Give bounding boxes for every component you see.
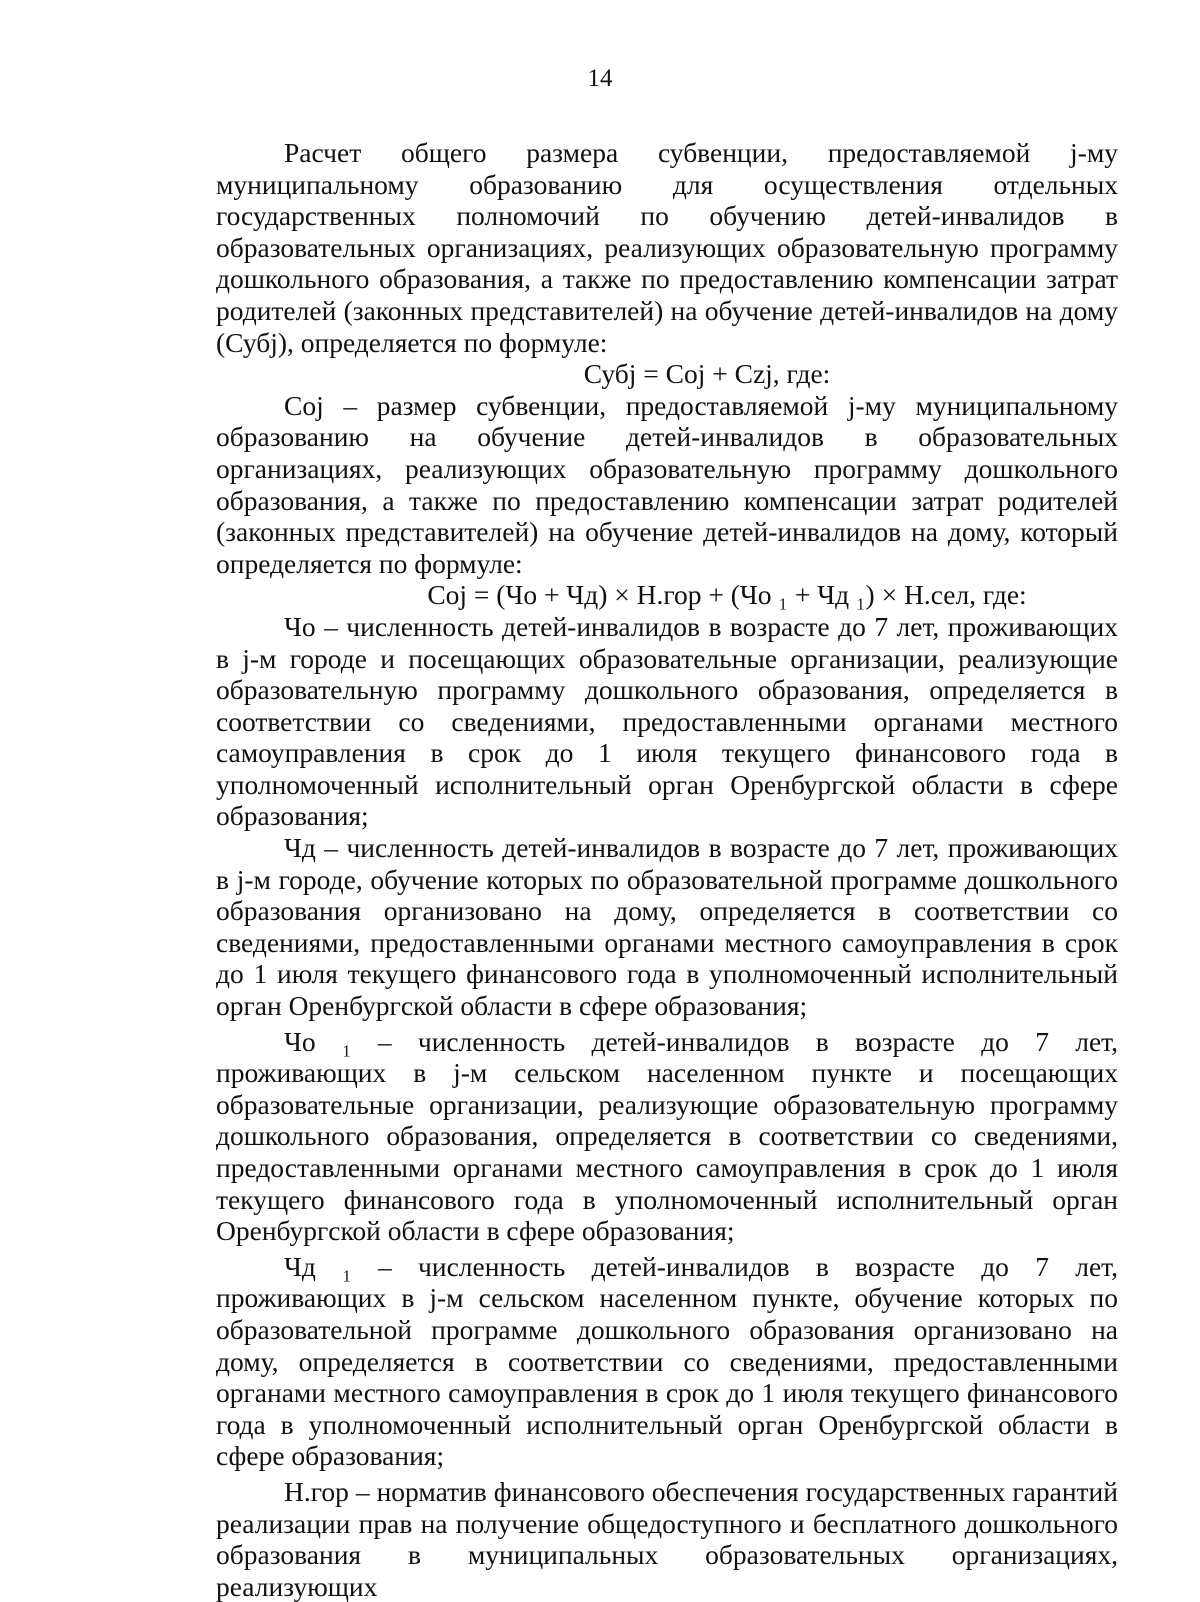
page-number: 14 <box>587 65 613 92</box>
paragraph-chd1-definition: Чд ₁ – численность детей-инвалидов в возрасте до 7 лет, проживающих в j-м сельском населенном пункте, обучение которых по образовательной программе дошкольного образования организовано на дому, определяется в соответствии со сведениями, предоставленными органами местного самоуправления в срок до 1 июля текущего финансового года в уполномоченный исполнительный орган Оренбургской области в сфере образования; <box>216 1250 1118 1472</box>
paragraph-cho-definition: Чо – численность детей-инвалидов в возрасте до 7 лет, проживающих в j-м городе и посещающих образовательные организации, реализующие образовательную программу дошкольного образования, определяется в соответствии со сведениями, предоставленными органами местного самоуправления в срок до 1 июля текущего финансового года в уполномоченный исполнительный орган Оренбургской области в сфере образования; <box>216 610 1118 832</box>
paragraph-intro: Расчет общего размера субвенции, предоставляемой j-му муниципальному образованию для осуществления отдельных государственных полномочий по обучению детей-инвалидов в образовательных организациях, реализующих образовательную программу дошкольного образования, а также по предоставлению компенсации затрат родителей (законных представителей) на обучение детей-инвалидов на дому (Субj), определяется по формуле: <box>216 137 1118 358</box>
paragraph-coj-definition: Coj – размер субвенции, предоставляемой j-му муниципальному образованию на обучение детей-инвалидов в образовательных организациях, реализующих образовательную программу дошкольного образования, а также по предоставлению компенсации затрат родителей (законных представителей) на обучение детей-инвалидов на дому, который определяется по формуле: <box>216 389 1118 579</box>
paragraph-cho1-definition: Чо ₁ – численность детей-инвалидов в возрасте до 7 лет, проживающих в j-м сельском населенном пункте и посещающих образовательные организации, реализующие образовательную программу дошкольного образования, определяется в соответствии со сведениями, предоставленными органами местного самоуправления в срок до 1 июля текущего финансового года в уполномоченный исполнительный орган Оренбургской области в сфере образования; <box>216 1025 1118 1247</box>
paragraph-chd-definition: Чд – численность детей-инвалидов в возрасте до 7 лет, проживающих в j-м городе, обучение которых по образовательной программе дошкольного образования организовано на дому, определяется в соответствии со сведениями, предоставленными органами местного самоуправления в срок до 1 июля текущего финансового года в уполномоченный исполнительный орган Оренбургской области в сфере образования; <box>216 832 1118 1022</box>
formula-coj: Coj = (Чо + Чд) × Н.гор + (Чо ₁ + Чд ₁) × Н.сел, где: <box>427 579 1027 611</box>
formula-subj: Субj = Coj + Czj, где: <box>583 358 831 390</box>
paragraph-ngor-definition: Н.гор – норматив финансового обеспечения государственных гарантий реализации прав на получение общедоступного и бесплатного дошкольного образования в муниципальных образовательных организациях, реализующих <box>216 1475 1118 1602</box>
document-body <box>216 137 1118 1602</box>
